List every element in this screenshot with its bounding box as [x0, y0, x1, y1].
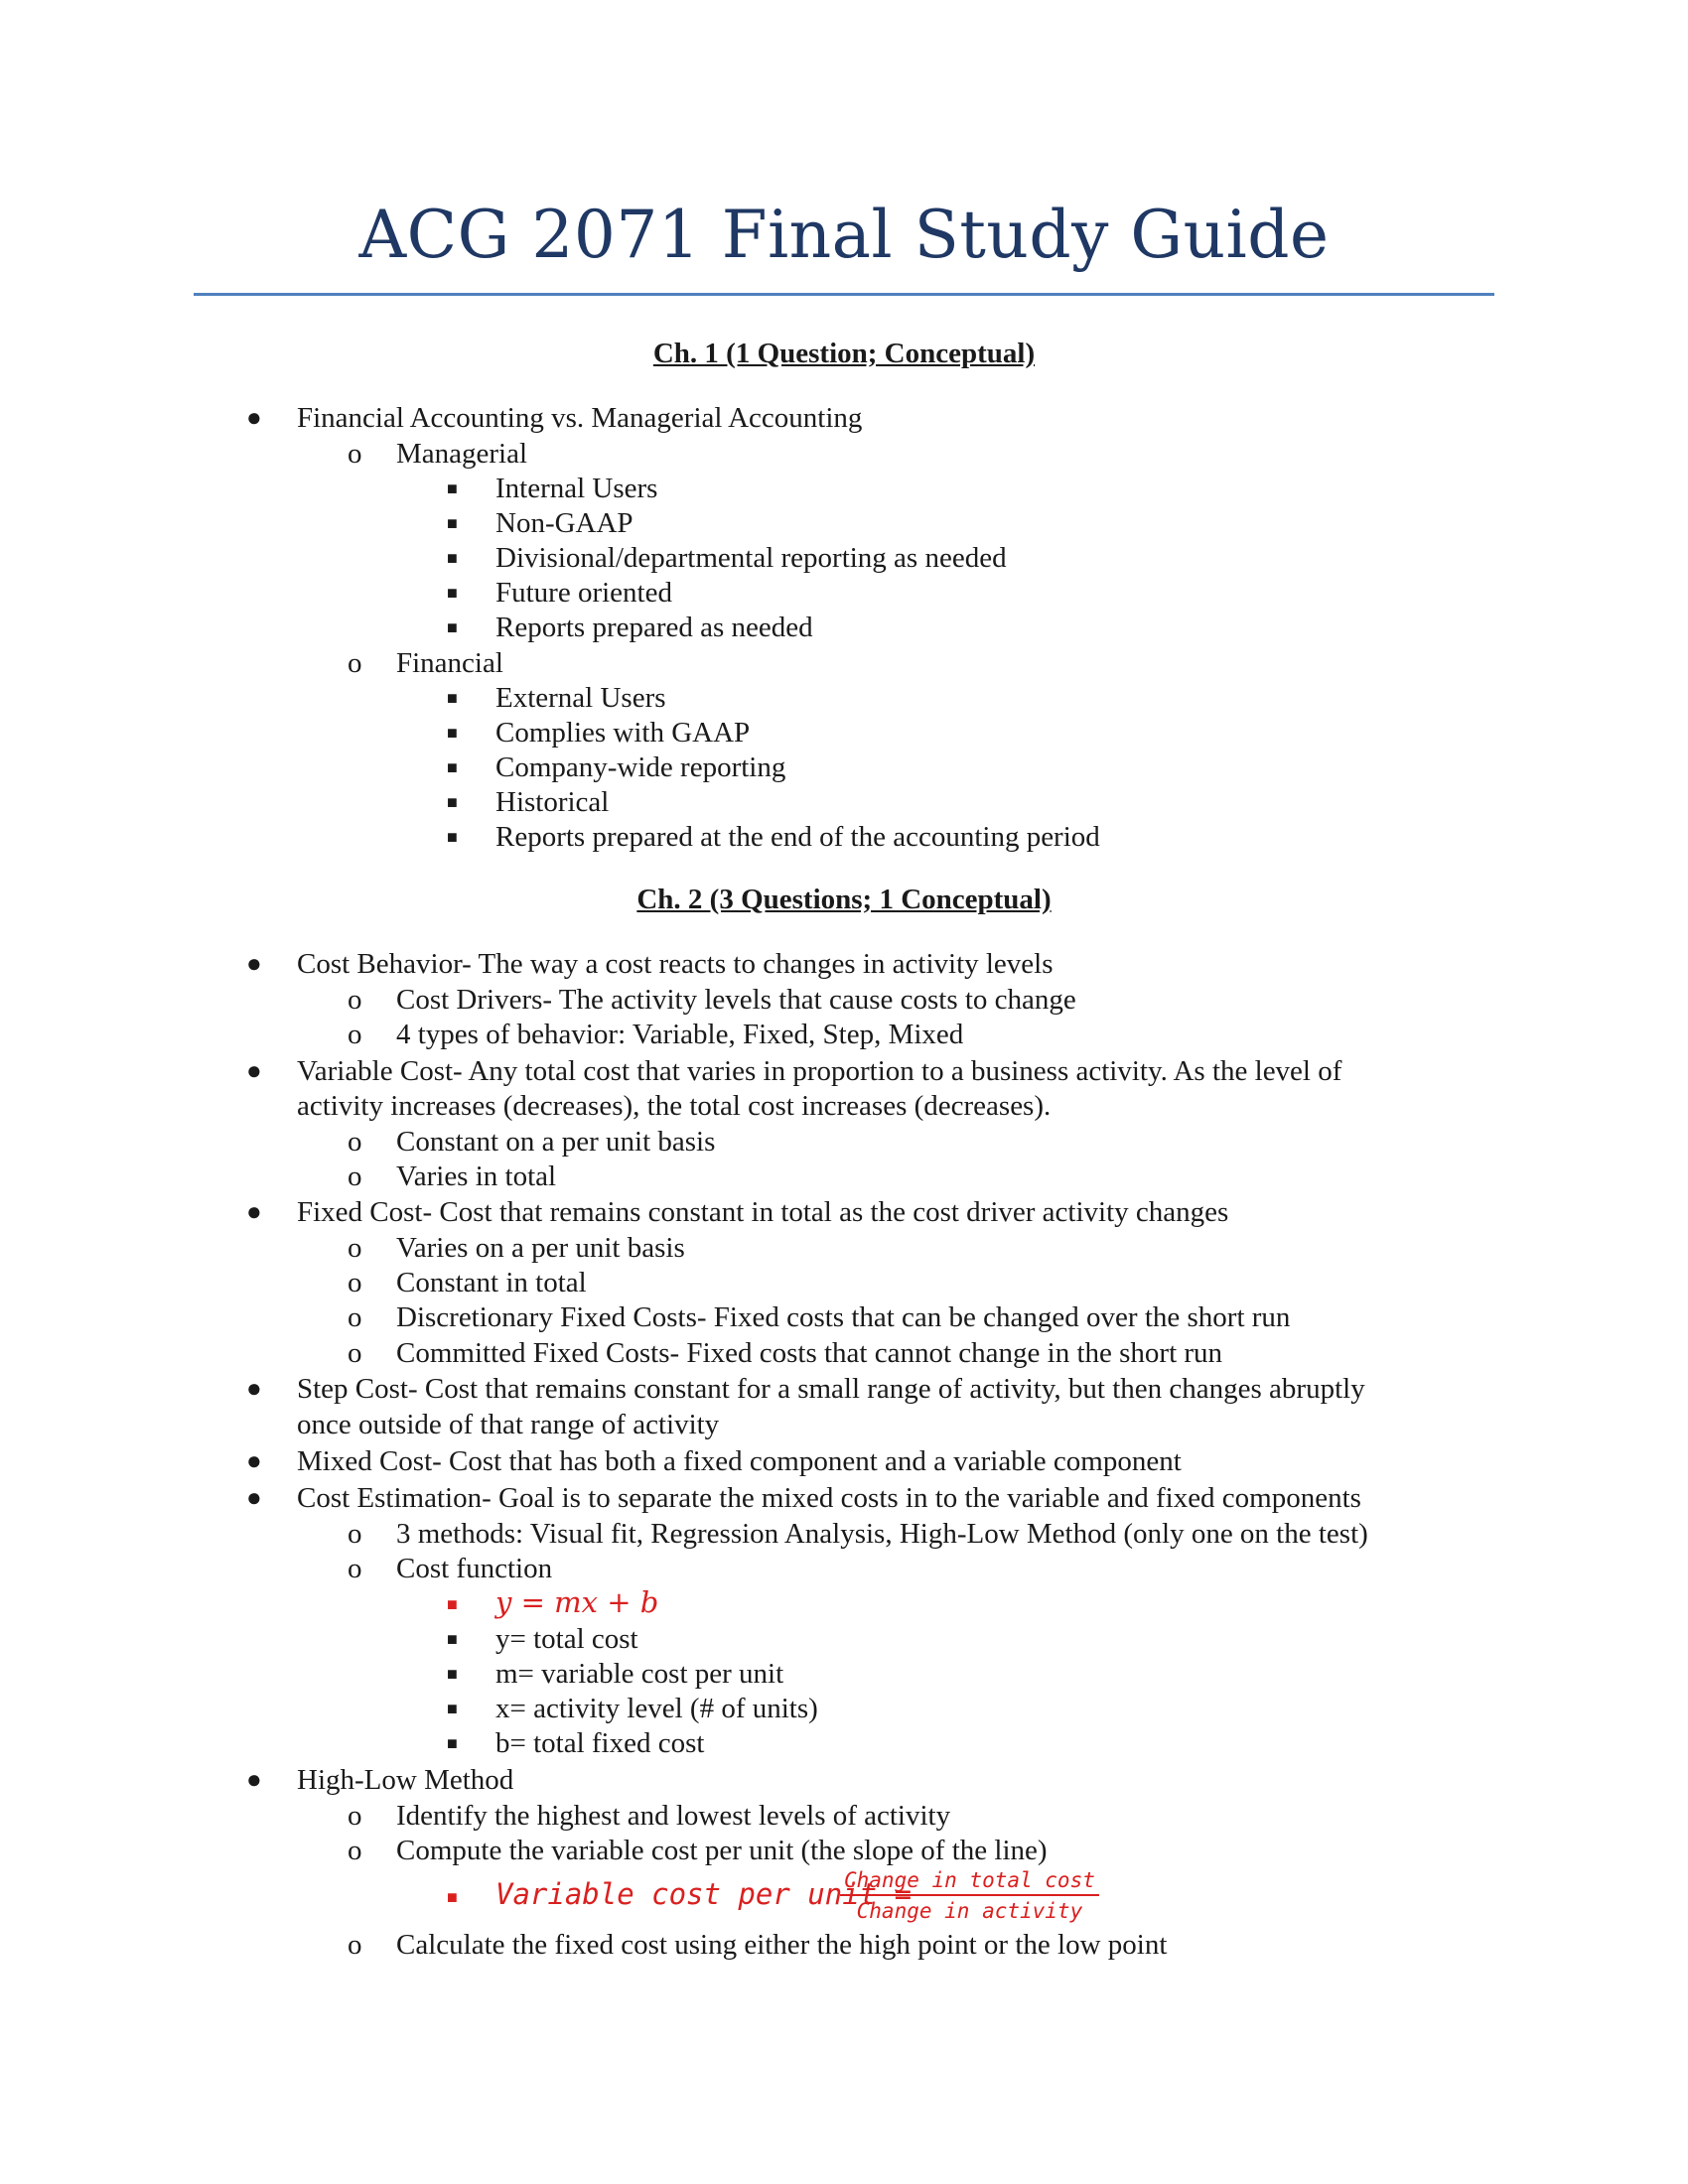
cost-function-formula: y = mx + b [495, 1585, 659, 1619]
list-item: Identify the highest and lowest levels of activity [396, 1800, 951, 1832]
list-item: 3 methods: Visual fit, Regression Analysis, High-Low Method (only one on the test) [396, 1518, 1368, 1550]
fraction-numerator: Change in total cost [840, 1868, 1099, 1896]
list-item: Financial [396, 647, 503, 679]
list-item: Internal Users [495, 473, 658, 504]
list-item: Mixed Cost- Cost that has both a fixed component and a variable component [297, 1445, 1182, 1477]
list-item: Divisional/departmental reporting as needed [495, 542, 1007, 574]
bullet-circle-icon: o [348, 1160, 362, 1192]
list-item: External Users [495, 682, 666, 714]
bullet-square-icon: ■ [447, 1594, 458, 1614]
list-item: Constant on a per unit basis [396, 1126, 716, 1158]
list-item: Complies with GAAP [495, 717, 751, 749]
bullet-disc-icon: ● [246, 1446, 262, 1475]
bullet-disc-icon: ● [246, 1765, 262, 1794]
bullet-square-icon: ■ [447, 548, 458, 568]
bullet-circle-icon: o [348, 1337, 362, 1369]
list-item: Company-wide reporting [495, 751, 786, 783]
bullet-square-icon: ■ [447, 1733, 458, 1753]
bullet-square-icon: ■ [447, 1887, 458, 1907]
list-item: Step Cost- Cost that remains constant for a small range of activity, but then changes abruptly [297, 1373, 1365, 1405]
variable-cost-fraction [840, 1868, 1099, 1923]
bullet-circle-icon: o [348, 1929, 362, 1961]
bullet-square-icon: ■ [447, 1699, 458, 1718]
list-item: b= total fixed cost [495, 1727, 705, 1759]
bullet-square-icon: ■ [447, 723, 458, 743]
bullet-circle-icon: o [348, 984, 362, 1016]
list-item: Cost Estimation- Goal is to separate the mixed costs in to the variable and fixed components [297, 1482, 1361, 1514]
list-item-continuation: activity increases (decreases), the total cost increases (decreases). [297, 1090, 1052, 1122]
bullet-disc-icon: ● [246, 403, 262, 432]
bullet-circle-icon: o [348, 1232, 362, 1264]
bullet-square-icon: ■ [447, 827, 458, 847]
section-heading-ch1: Ch. 1 (1 Question; Conceptual) [652, 338, 1036, 369]
bullet-circle-icon: o [348, 1126, 362, 1158]
list-item: Future oriented [495, 577, 672, 609]
list-item: y= total cost [495, 1623, 638, 1655]
variable-cost-formula-label: Variable cost per unit = [495, 1877, 913, 1911]
bullet-circle-icon: o [348, 438, 362, 470]
list-item: Constant in total [396, 1267, 587, 1298]
list-item: Varies on a per unit basis [396, 1232, 685, 1264]
bullet-square-icon: ■ [447, 1629, 458, 1649]
list-item: Varies in total [396, 1160, 557, 1192]
list-item: Discretionary Fixed Costs- Fixed costs that can be changed over the short run [396, 1301, 1291, 1333]
list-item-continuation: once outside of that range of activity [297, 1409, 720, 1440]
list-item: Reports prepared as needed [495, 612, 813, 643]
list-item: Non-GAAP [495, 507, 633, 539]
list-item: Calculate the fixed cost using either the high point or the low point [396, 1929, 1168, 1961]
bullet-square-icon: ■ [447, 583, 458, 603]
list-item: Cost Drivers- The activity levels that cause costs to change [396, 984, 1076, 1016]
bullet-square-icon: ■ [447, 478, 458, 498]
bullet-disc-icon: ● [246, 1483, 262, 1512]
bullet-disc-icon: ● [246, 1374, 262, 1403]
bullet-disc-icon: ● [246, 1056, 262, 1085]
page-title: ACG 2071 Final Study Guide [358, 197, 1330, 273]
bullet-disc-icon: ● [246, 949, 262, 978]
list-item: Historical [495, 786, 610, 818]
bullet-circle-icon: o [348, 1518, 362, 1550]
bullet-circle-icon: o [348, 1267, 362, 1298]
list-item: Financial Accounting vs. Managerial Accounting [297, 402, 863, 434]
list-item: Reports prepared at the end of the accounting period [495, 821, 1100, 853]
fraction-denominator: Change in activity [856, 1899, 1083, 1923]
bullet-square-icon: ■ [447, 1664, 458, 1684]
bullet-circle-icon: o [348, 1019, 362, 1050]
bullet-square-icon: ■ [447, 688, 458, 708]
bullet-square-icon: ■ [447, 513, 458, 533]
bullet-circle-icon: o [348, 647, 362, 679]
section-heading-ch2: Ch. 2 (3 Questions; 1 Conceptual) [636, 884, 1052, 915]
list-item: m= variable cost per unit [495, 1658, 784, 1690]
list-item: Variable Cost- Any total cost that varies in proportion to a business activity. As the level of [297, 1055, 1342, 1087]
list-item: x= activity level (# of units) [495, 1693, 818, 1724]
bullet-circle-icon: o [348, 1835, 362, 1866]
bullet-square-icon: ■ [447, 757, 458, 777]
bullet-square-icon: ■ [447, 617, 458, 637]
list-item: 4 types of behavior: Variable, Fixed, Step, Mixed [396, 1019, 964, 1050]
bullet-circle-icon: o [348, 1301, 362, 1333]
list-item: Compute the variable cost per unit (the slope of the line) [396, 1835, 1048, 1866]
list-item: Fixed Cost- Cost that remains constant in total as the cost driver activity changes [297, 1196, 1229, 1228]
list-item: Cost function [396, 1553, 553, 1584]
bullet-circle-icon: o [348, 1553, 362, 1584]
title-divider [194, 293, 1494, 296]
list-item: Cost Behavior- The way a cost reacts to changes in activity levels [297, 948, 1054, 980]
bullet-square-icon: ■ [447, 792, 458, 812]
bullet-circle-icon: o [348, 1800, 362, 1832]
list-item: Committed Fixed Costs- Fixed costs that cannot change in the short run [396, 1337, 1223, 1369]
list-item: High-Low Method [297, 1764, 514, 1796]
list-item: Managerial [396, 438, 528, 470]
bullet-disc-icon: ● [246, 1197, 262, 1226]
